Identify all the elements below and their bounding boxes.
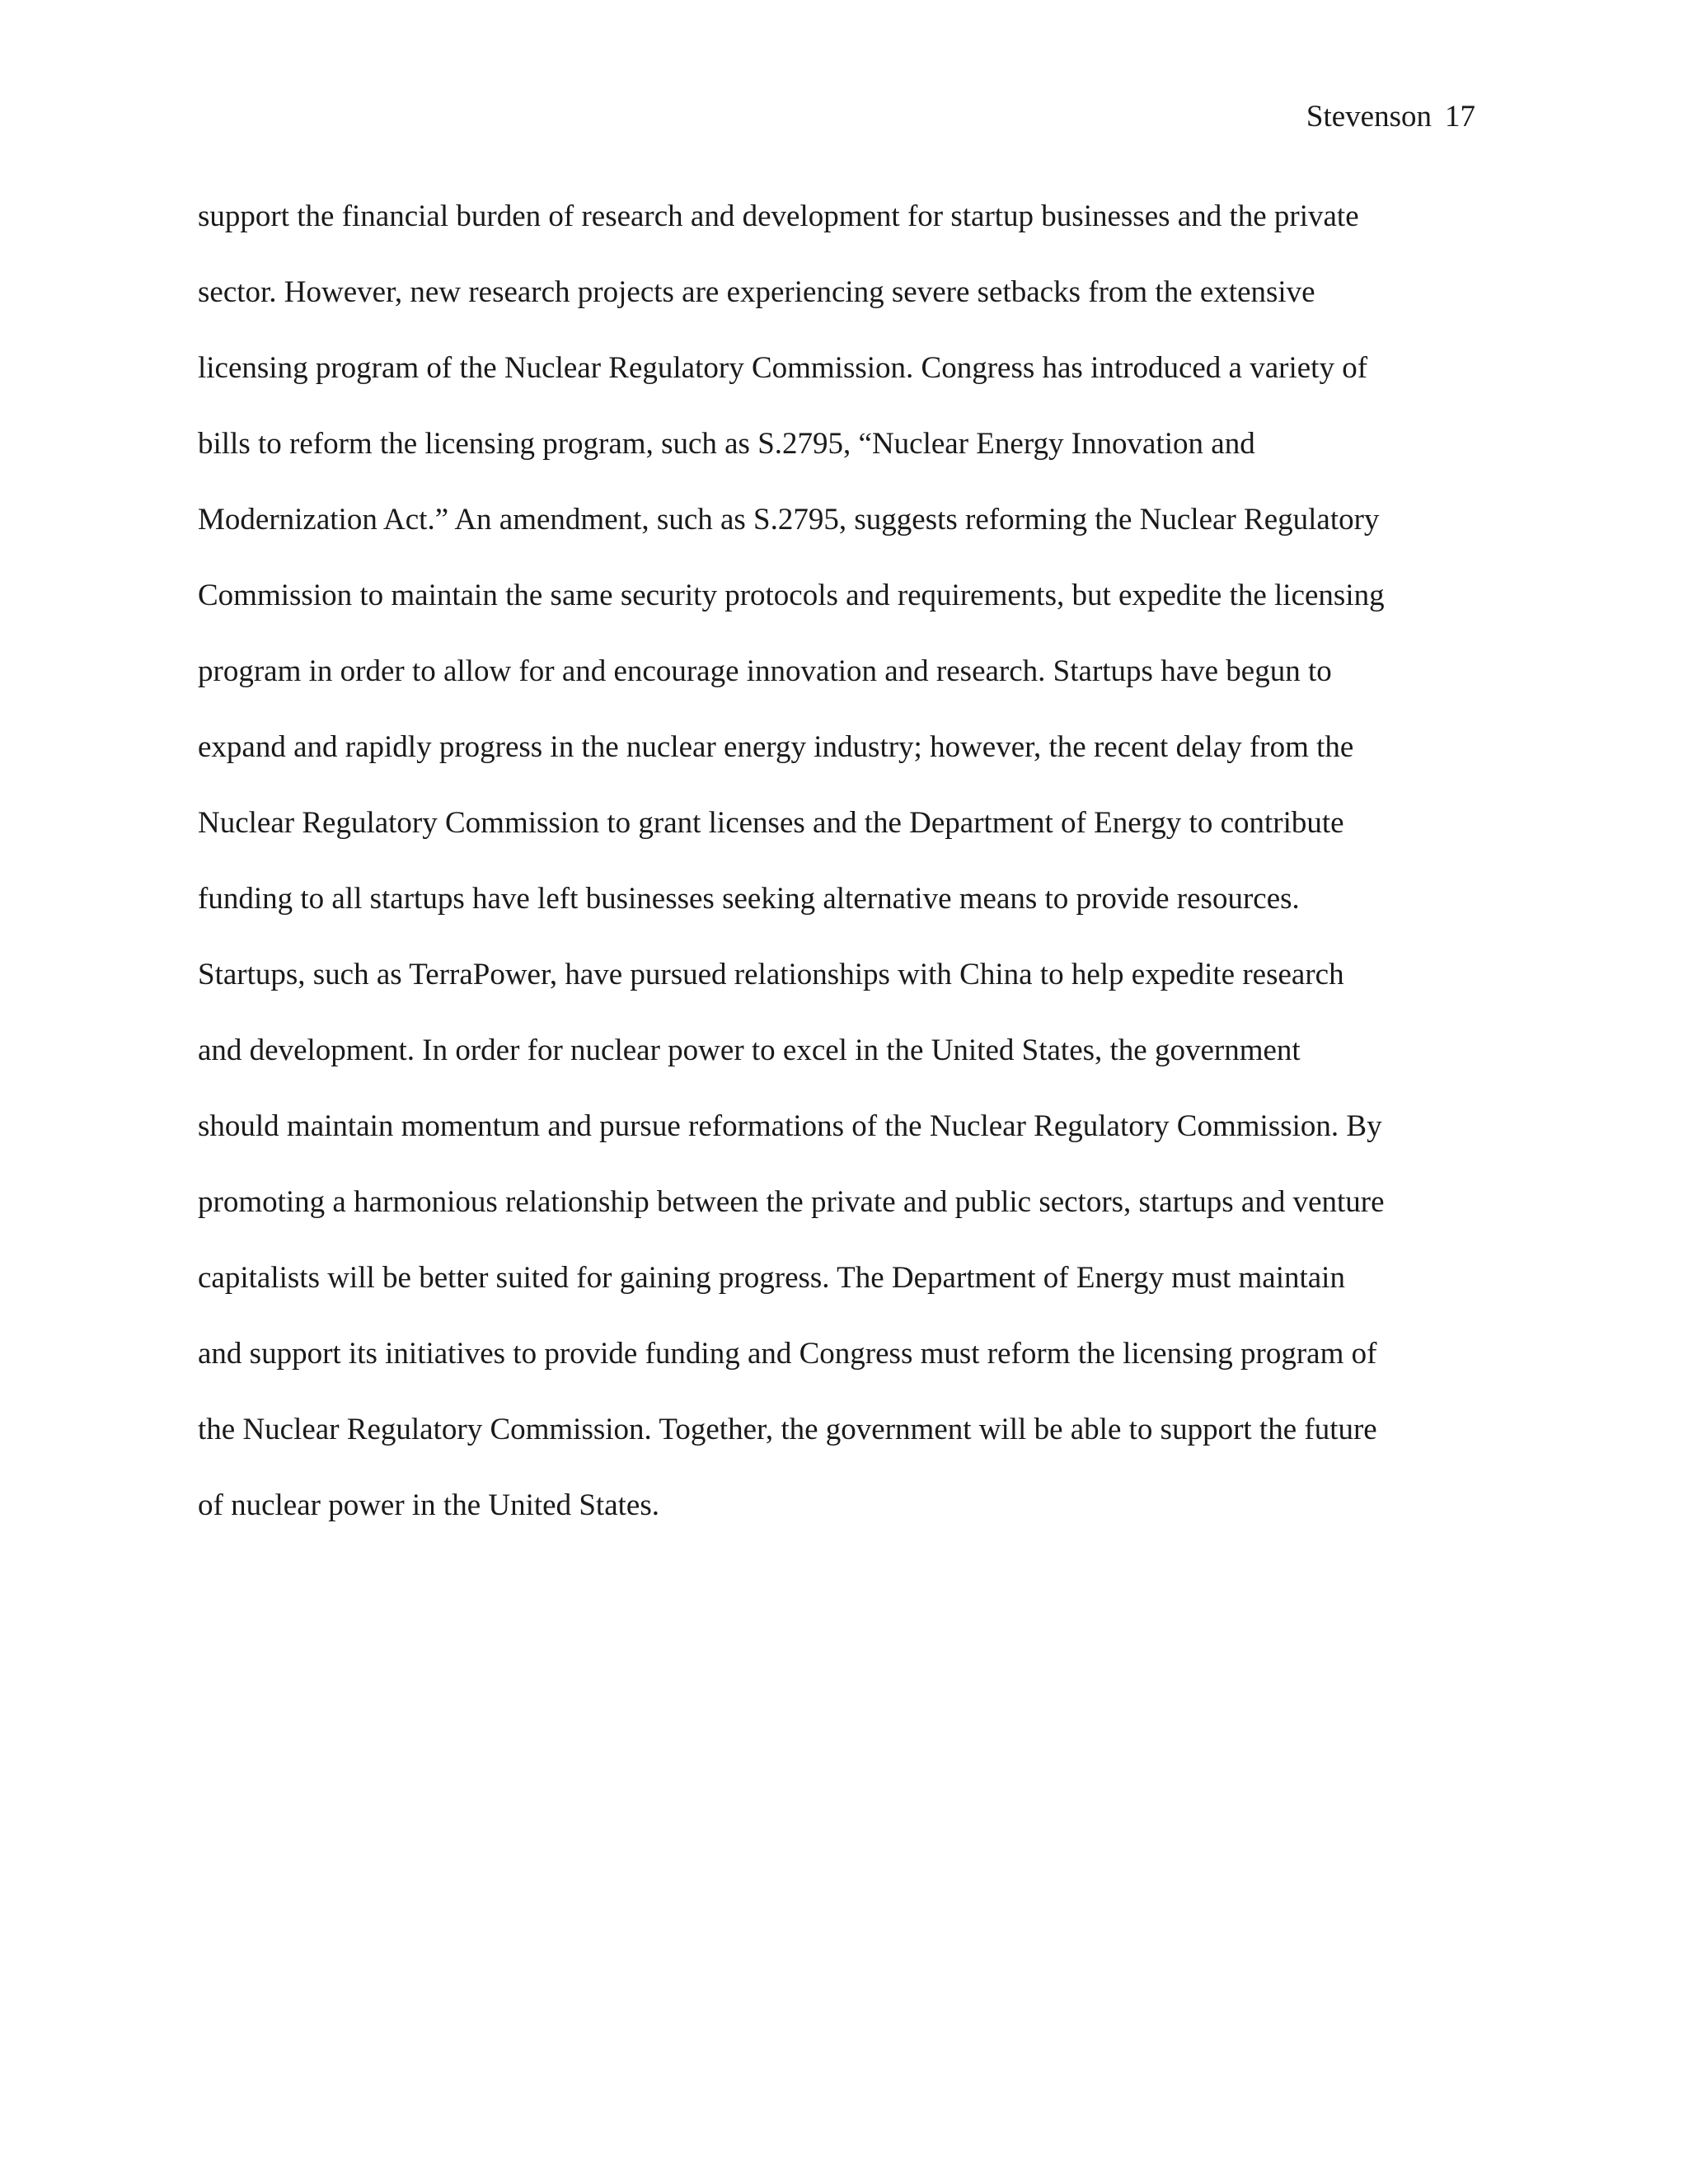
running-head-author: Stevenson [1306, 100, 1432, 134]
text-line: promoting a harmonious relationship between the private and public sectors, startups and venture [198, 1185, 1385, 1219]
text-line: expand and rapidly progress in the nuclear energy industry; however, the recent delay from the [198, 730, 1354, 764]
text-line: of nuclear power in the United States. [198, 1488, 659, 1522]
text-line: Nuclear Regulatory Commission to grant licenses and the Department of Energy to contribute [198, 806, 1344, 840]
page-number: 17 [1445, 100, 1475, 134]
text-line: should maintain momentum and pursue reformations of the Nuclear Regulatory Commission. By [198, 1109, 1382, 1143]
running-head [1306, 97, 1475, 137]
text-line: licensing program of the Nuclear Regulatory Commission. Congress has introduced a variety of [198, 351, 1368, 385]
text-line: Modernization Act.” An amendment, such as S.2795, suggests reforming the Nuclear Regulatory [198, 503, 1380, 537]
text-line: and development. In order for nuclear power to excel in the United States, the government [198, 1033, 1301, 1067]
text-line: sector. However, new research projects are experiencing severe setbacks from the extensive [198, 275, 1315, 309]
text-line: Startups, such as TerraPower, have pursued relationships with China to help expedite research [198, 958, 1344, 991]
text-line: funding to all startups have left businesses seeking alternative means to provide resources. [198, 882, 1300, 916]
text-line: the Nuclear Regulatory Commission. Together, the government will be able to support the future [198, 1413, 1377, 1446]
text-line: capitalists will be better suited for gaining progress. The Department of Energy must maintain [198, 1261, 1345, 1295]
text-line: program in order to allow for and encourage innovation and research. Startups have begun to [198, 654, 1332, 688]
text-line: bills to reform the licensing program, such as S.2795, “Nuclear Energy Innovation and [198, 427, 1255, 461]
text-line: and support its initiatives to provide funding and Congress must reform the licensing program of [198, 1337, 1377, 1371]
text-line: Commission to maintain the same security protocols and requirements, but expedite the licensing [198, 579, 1385, 612]
text-line: support the financial burden of research and development for startup businesses and the private [198, 199, 1359, 233]
body-paragraph [198, 192, 1517, 1557]
